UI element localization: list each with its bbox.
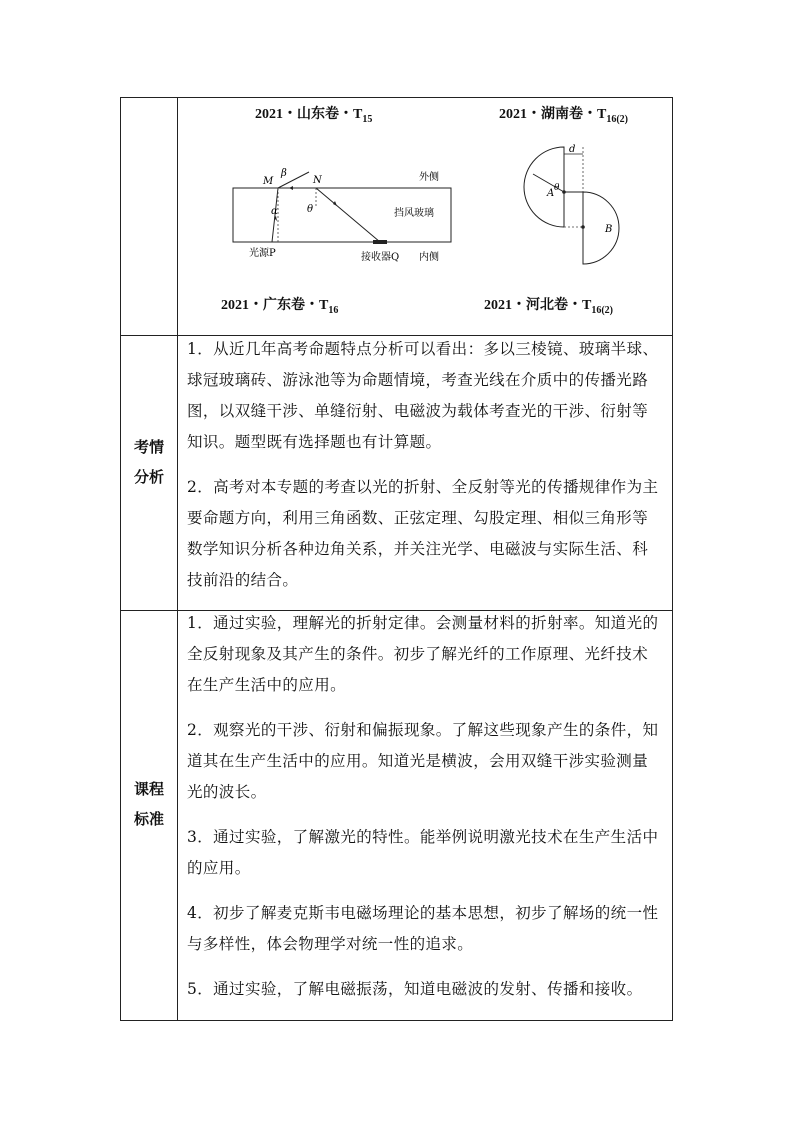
paragraph: 2．高考对本专题的考查以光的折射、全反射等光的传播规律作为主要命题方向，利用三角函数、正弦定理、勾股定理、相似三角形等数学知识分析各种边角关系，并关注光学、电磁波与实际生活、科技前沿的结合。	[187, 478, 659, 589]
label-A: A	[547, 188, 555, 199]
exam-analysis-content	[187, 334, 663, 610]
row-label-curriculum-standard: 课程 标准	[133, 780, 164, 828]
label-theta: θ	[554, 183, 560, 193]
label-outer: 外侧	[419, 172, 439, 183]
figure-caption-guangdong: 2021・广东卷・$T_{16}$	[221, 298, 339, 316]
figure-caption-hebei: 2021・河北卷・$T_{16(2)}$	[484, 298, 614, 316]
column-divider	[177, 98, 178, 1020]
paragraph: 2．观察光的干涉、衍射和偏振现象。了解这些现象产生的条件，知道其在生产生活中的应用。知道光是横波，会用双缝干涉实验测量光的波长。	[187, 721, 659, 801]
label-inner: 内侧	[419, 252, 439, 263]
figure-caption-hunan: 2021・湖南卷・$T_{16(2)}$	[499, 107, 629, 125]
curriculum-standard-content	[187, 608, 663, 1019]
paragraph: 1．从近几年高考命题特点分析可以看出：多以三棱镜、玻璃半球、球冠玻璃砖、游泳池等为命题情境，考查光线在介质中的传播光路图，以双缝干涉、单缝衍射、电磁波为载体考查光的干涉、衍射等知识。题型既有选择题也有计算题。	[187, 340, 659, 451]
label-alpha: α	[271, 206, 278, 217]
label-B: B	[605, 224, 613, 235]
content-table	[120, 97, 673, 1021]
label-receiver: 接收器Q	[361, 252, 400, 263]
windshield-figure	[231, 166, 456, 266]
paragraph: 5．通过实验，了解电磁振荡，知道电磁波的发射、传播和接收。	[187, 980, 643, 998]
label-source: 光源P	[249, 248, 276, 259]
row-label-exam-analysis: 考情 分析	[133, 438, 164, 486]
label-theta: θ	[307, 204, 314, 215]
label-d: d	[569, 144, 576, 155]
figure-caption-shandong: 2021・山东卷・$T_{15}$	[255, 107, 373, 125]
paragraph: 1．通过实验，理解光的折射定律。会测量材料的折射率。知道光的全反射现象及其产生的条件。初步了解光纤的工作原理、光纤技术在生产生活中的应用。	[187, 614, 659, 694]
semicircle-figure	[511, 142, 651, 267]
paragraph: 3．通过实验，了解激光的特性。能举例说明激光技术在生产生活中的应用。	[187, 828, 659, 877]
label-N: N	[313, 175, 322, 186]
paragraph: 4．初步了解麦克斯韦电磁场理论的基本思想，初步了解场的统一性与多样性，体会物理学对统一性的追求。	[187, 904, 659, 953]
label-M: M	[263, 176, 274, 187]
label-glass: 挡风玻璃	[394, 208, 434, 219]
label-beta: β	[281, 168, 287, 179]
